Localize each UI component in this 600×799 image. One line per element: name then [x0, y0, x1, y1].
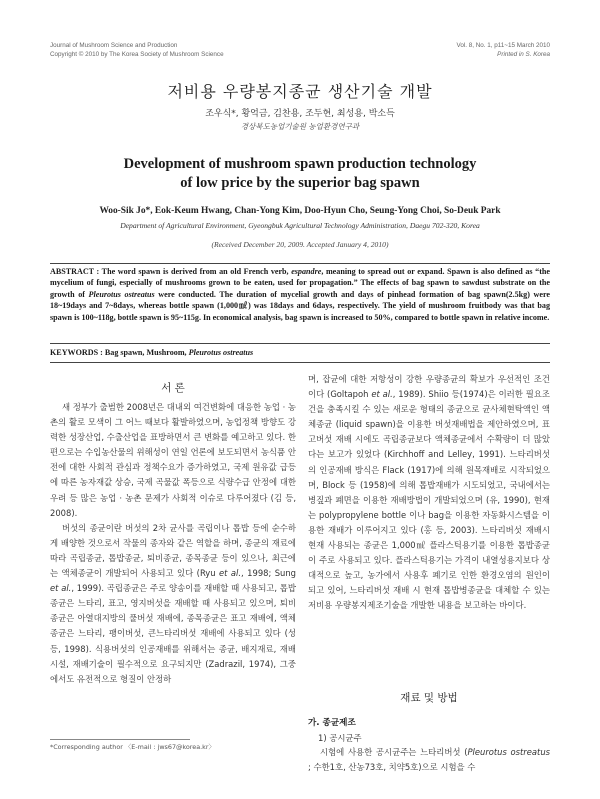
abstract — [50, 266, 550, 323]
abstract-label: ABSTRACT : — [50, 267, 100, 276]
intro-p2-a: 버섯의 종균이란 버섯의 2차 균사를 곡립이나 톱밥 등에 순수하게 배양한 것으로서 작물의 종자와 같은 역할을 하며, 종균의 재료에 따라 곡립종균, 톱밥종균, 퇴비종균, 종목종균 등이 있으나, 최근에는 액체종균이 개발되어 사용되고 있다 (Ryu — [50, 522, 296, 579]
methods-subheading-1: 가. 종균제조 — [308, 718, 356, 728]
journal-name: Journal of Mushroom Science and Production — [50, 42, 178, 49]
keywords-italic: Pleurotus ostreatus — [188, 348, 254, 357]
intro-left-column — [50, 400, 296, 687]
intro-p2-et1: et al. — [219, 568, 242, 579]
methods-text-b: ; 수한1호, 산농73호, 치약5호)으로 시험을 수 — [308, 762, 476, 773]
intro-right-b: , 1989). Shiio 등(1974)은 이러한 필요조건을 충족시킬 수 있는 새로운 형태의 종균으로 균사체현탁액인 액체종균 (liquid spawn)을 이용한 버섯재배법을 제안하였으며, 표고버섯 재배 시에도 곡립종균보다 액체종균에서 수확량이 더 많았다는 보고가 있었다 (Kirchhoff and Lelley, 1991). 느타리버섯의 인공재배 방식은 Flack (1917)에 의해 원목재배로 시작되었으며, Block 등 (1958)에 의해 톱밥재배가 시도되었고, 국내에서는 병짚과 폐면을 이용한 재배방법이 개발되었으며 (유, 1990), 현재는 polypropylene bottle 이나 bag을 이용한 자동화시스템을 이용한 재배가 이루어지고 있다 (홍 등, 2003). 느타리버섯 재배시 현재 사용되는 종균은 1,000㎖ 플라스틱용기를 이용한 톱밥종균이 주로 사용되고 있다. 플라스틱용기는 가격이 내열성용지보다 상대적으로 높고, 농가에서 사용후 폐기로 인한 환경오염의 원인이 되고 있어, 느타리버섯 재배 시 현재 톱밥병종균을 대체할 수 있는 저비용 우량봉지제조기술을 개발한 내용을 보고하는 바이다. — [308, 389, 550, 611]
abstract-text-1: The word spawn is derived from an old French verb, — [101, 267, 289, 276]
journal-header-left — [50, 42, 224, 59]
abstract-text-3: were conducted. The duration of mycelial growth and days of pinhead formation of bag spawn(2.5kg) were 18~19days and 7~8days, whereas bottle spawn (1,000㎖) was 18days and 6days, respectively. The yield of mushroom fruitbody was that bag spawn is 100~118g, bottle spawn is 95~115g. In economical analysis, bag spawn is increased to 50%, compared to bottle spawn in relative income. — [50, 289, 550, 322]
english-authors: Woo-Sik Jo*, Eok-Keum Hwang, Chan-Yong Kim, Doo-Hyun Cho, Seung-Yong Choi, So-Deuk Park — [99, 206, 501, 216]
keywords-top-rule — [50, 343, 550, 344]
abstract-text-2: , meaning to spread out or expand. Spawn is also defined as “the mycelium of fungi, especially of mushrooms grown to be eaten, used for propagation.” The effects of bag spawn to sawdust substrate on the growth of — [50, 267, 550, 299]
abstract-top-rule — [50, 263, 550, 264]
keywords-bottom-rule — [50, 362, 550, 363]
corresponding-author-footnote: *Corresponding author 〈E-mail : jws67@korea.kr〉 — [50, 743, 215, 751]
korean-title: 저비용 우량봉지종균 생산기술 개발 — [167, 82, 433, 101]
intro-right-column — [308, 372, 550, 614]
korean-authors: 조우식*, 황억금, 김찬용, 조두현, 최성용, 박소득 — [205, 109, 395, 119]
english-title-line1: Development of mushroom spawn production technology — [123, 156, 477, 172]
keywords-label: KEYWORDS : — [50, 348, 103, 357]
copyright-line: Copyright © 2010 by The Korea Society of Mushroom Science — [50, 50, 224, 58]
methods-paragraph — [308, 745, 550, 775]
keywords-text: Bag spawn, Mushroom, — [104, 348, 187, 357]
abstract-italic-2: Pleurotus ostreatus — [88, 289, 155, 299]
abstract-italic-1: espandre — [291, 267, 322, 276]
intro-p2-b: , 1998; Sung — [241, 568, 296, 579]
intro-right-paragraph — [308, 372, 550, 614]
methods-subheading-2: 1) 공시균주 — [318, 733, 362, 743]
english-title-line2: of low price by the superior bag spawn — [180, 175, 420, 191]
keywords — [50, 348, 550, 357]
received-dates: (Received December 20, 2009. Accepted January 4, 2010) — [211, 240, 389, 249]
english-title — [0, 155, 600, 193]
methods-heading: 재료 및 방법 — [400, 692, 458, 704]
journal-header-right — [456, 42, 550, 59]
intro-right-et1: et al. — [371, 389, 393, 400]
print-info: Printed in S. Korea — [497, 50, 550, 58]
intro-p2-et2: et al. — [50, 583, 72, 594]
english-affiliation: Department of Agricultural Environment, Gyeongbuk Agricultural Technology Administration, Daegu 702-320, Korea — [120, 221, 480, 230]
korean-affiliation: 경상북도농업기술원 농업환경연구과 — [240, 122, 360, 131]
footnote-rule — [50, 739, 190, 740]
methods-text-a: 시험에 사용한 공시균주는 느타리버섯 ( — [320, 747, 468, 757]
intro-paragraph-1: 새 정부가 출범한 2008년은 대내외 여건변화에 대응한 농업 · 농촌의 활로 모색이 그 어느 때보다 활발하였으며, 농업정책 방향도 강력한 성장산업, 수출산업을 표방하면서 큰 변화를 예고하고 있다. 한편으로는 수입농산물의 위해성이 연일 언론에 보도되면서 농식품 안전에 대한 사회적 관심과 정책수요가 증가하였고, 국제 원유값 급등에 따른 농자재값 상승, 국제 곡물값 폭등으로 식량수급 안정에 대한 우려 등 많은 농업 · 농촌 문제가 사회적 이슈로 다루어졌다 (김 등, 2008). — [50, 402, 297, 518]
intro-paragraph-2 — [50, 521, 296, 687]
intro-p2-c: , 1999). 곡립종균은 주로 양송이를 재배할 때 사용되고, 톱밥종균은 느타리, 표고, 영지버섯을 재배할 때 사용되고 있으며, 퇴비종균은 아열대지방의 풀버섯 재배에, 종목종균은 표고 재배에, 액체종균은 느타리, 팽이버섯, 큰느타리버섯 재배에 사용되고 있다 (성 등, 1998). 식용버섯의 인공재배를 위해서는 종균, 배지재료, 재배시설, 재배기술이 필수적으로 요구되지만 (Zadrazil, 1974), 그중에서도 유전적으로 형질이 안정하 — [50, 583, 296, 684]
methods-italic: Pleurotus ostreatus — [467, 747, 550, 757]
intro-right-a: 며, 잡균에 대한 저항성이 강한 우량종균의 확보가 우선적인 조건이다 (Goltapoh — [308, 374, 550, 400]
methods-text — [308, 745, 550, 775]
volume-info: Vol. 8, No. 1, p11~15 March 2010 — [456, 42, 550, 49]
intro-heading: 서 론 — [161, 382, 185, 394]
